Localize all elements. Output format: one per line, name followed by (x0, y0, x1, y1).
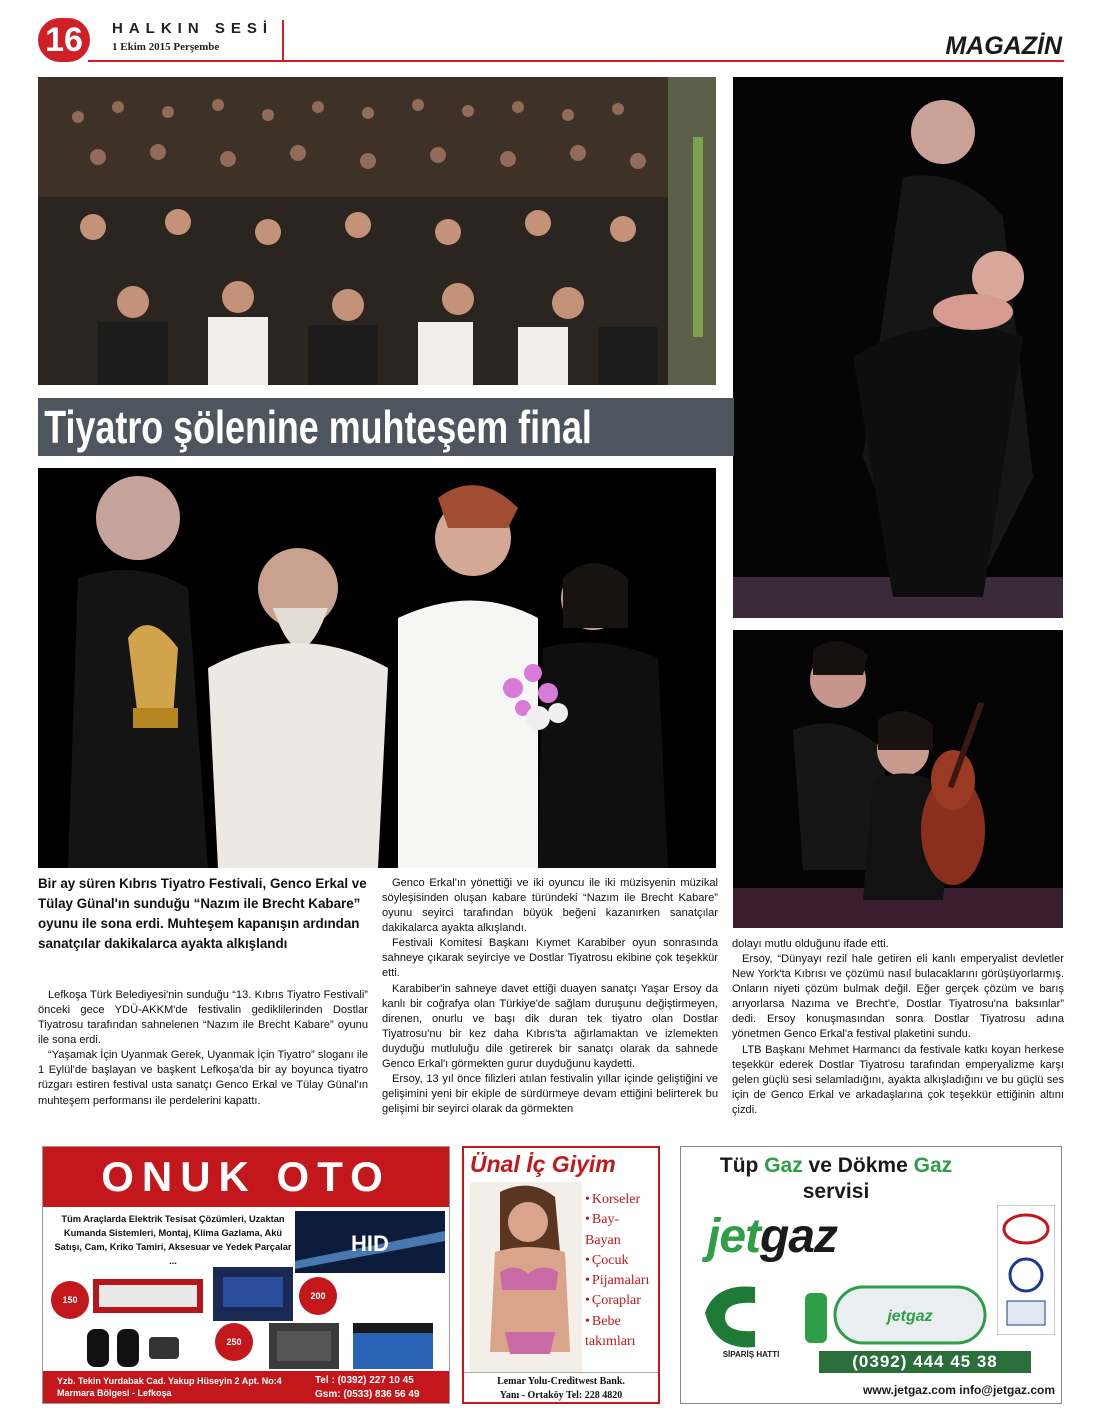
paragraph: Ersoy, 13 yıl önce filizleri atılan festivalin yıllar içinde geliştiğini ve gelişimini yeni bir ekiple de sürdürmeye devam ettiğini belirterek bu gelişimi bir seyirci olarak da görmekten (382, 1073, 718, 1116)
unal-ic-giyim-ad (462, 1146, 660, 1404)
gas-tank-illustration (695, 1273, 995, 1351)
jetgaz-ad (680, 1146, 1062, 1404)
hid-banner-image (295, 1211, 445, 1273)
article-column-1 (38, 988, 368, 1109)
jetgaz-logo-jet: jet (707, 1210, 761, 1263)
masthead (112, 20, 284, 60)
article-lead: Bir ay süren Kıbrıs Tiyatro Festivali, Genco Erkal ve Tülay Günal'ın sunduğu “Nazım ile Brecht Kabare” oyunu ile sona erdi. Muhteşem kapanışın ardından sanatçılar dakikalarca ayakta alkışlandı (38, 876, 367, 952)
list-item: • Çocuk (585, 1251, 657, 1271)
jetgaz-logo (707, 1209, 837, 1264)
onuk-oto-title: ONUK OTO (43, 1147, 449, 1207)
unal-phone: Yanı - Ortaköy Tel: 228 4820 (499, 1389, 623, 1401)
paragraph: “Yaşamak İçin Uyanmak Gerek, Uyanmak İçin Tiyatro” sloganı ile 1 Eylül'de başlayan ve başkent Lefkoşa'da bir ay boyunca tiyatro rüzgarı estiren festival usta sanatçı Genco Erkal ve Tülay Günal'ın muhteşem performansı ile perdelerini kapattı. (38, 1049, 368, 1107)
section-title: MAGAZİN (945, 32, 1062, 60)
paragraph: Ersoy, “Dünyayı rezil hale getiren eli kanlı emperyalist devletler New York'ta Kıbrısı ve çözümü nasıl bulacaklarını görüşüyorlarmış. Onların niyeti çözüm bulmak değil. Eğer gerçek çözüm ve barış arıyorlarsa Nazıma ve Brecht'e, Dostlar Tiyatrosu'na baksınlar” dedi. Ersoy konuşmasından sonra Dostlar Tiyatrosu adına yönetmen Genco Erkal'a festival plaketini sundu. (732, 953, 1064, 1041)
car-keys-icon (83, 1325, 183, 1371)
car-battery-icon (353, 1323, 433, 1369)
paragraph: Genco Erkal'ın yönettiği ve iki oyuncu ile iki müzisyenin müzikal söyleşisinden oluşan kabare türündeki “Nazım ile Brecht Kabare” oyunu seyirci tarafından büyük beğeni kazanırken sanatçılar dakikalarca ayakta alkışlandı. (382, 877, 718, 935)
xenon-kit-box-icon (93, 1279, 203, 1313)
article-column-2 (382, 876, 718, 1117)
onuk-oto-gsm: Gsm: (0533) 836 56 49 (315, 1388, 420, 1400)
model-photo (470, 1182, 582, 1372)
article-column-3 (732, 937, 1064, 1118)
list-item: • Bebe (585, 1312, 657, 1332)
paragraph: Karabiber'in sahneye davet ettiği duayen sanatçı Yaşar Ersoy da kanlı bir coğrafya olan Türkiye'de sağlam duruşunu değiştirmeyen, direnen, onurlu ve başı dik duran tek tiyatro olan Dostlar Tiyatrosu'nu bir kez daha Kıbrıs'ta ağırlamaktan ve izlemekten duyduğu mutluluğu dile getirerek bir sanatçı olarak da sahnede Genco Erkal'ı görmekten gurur duyduğunu kaydetti. (382, 982, 718, 1070)
onuk-oto-address: Yzb. Tekin Yurdabak Cad. Yakup Hüseyin 2 Apt. No:4 Marmara Bölgesi - Lefkoşa (57, 1376, 282, 1398)
list-item: Bayan (585, 1232, 621, 1248)
header-rule (88, 60, 1064, 62)
alarm-kit-icon (213, 1267, 293, 1321)
issue-date: 1 Ekim 2015 Perşembe (112, 41, 220, 53)
dancers-photo (733, 77, 1063, 618)
paragraph: LTB Başkanı Mehmet Harmancı da festivale katkı koyan herkese teşekkür ederek Dostlar Tiyatrosu tarafından emperyalizme karşı gelen güçlü sesi selamladığını, ayakta alkışladığını ve bu güçlü ses için de Genco Erkal ve arkadaşlarına çok teşekkür ettiğinin altını çizdi. (732, 1043, 1064, 1116)
svg-text:HID: HID (351, 1231, 389, 1256)
unal-ic-giyim-footer (464, 1372, 658, 1402)
unal-product-list (585, 1190, 657, 1352)
paragraph: dolayı mutlu olduğunu ifade etti. (732, 938, 889, 950)
award-ceremony-photo (38, 468, 716, 868)
jetgaz-title-gaz: Gaz (913, 1154, 953, 1177)
cello-performance-photo (733, 630, 1063, 928)
jetgaz-title-part: ve Dökme (802, 1154, 914, 1177)
onuk-oto-tel: Tel : (0392) 227 10 45 (315, 1375, 414, 1386)
jetgaz-title-part: Tüp (719, 1154, 765, 1177)
headline: Tiyatro şölenine muhteşem final (44, 401, 592, 453)
list-item: • Korseler (585, 1190, 657, 1210)
page-number: 16 (38, 18, 90, 62)
list-item: • Pijamaları (585, 1271, 657, 1291)
paragraph: Lefkoşa Türk Belediyesi'nin sunduğu “13. Kıbrıs Tiyatro Festivali” önceki gece YDÜ-AKKM'de festivalin gediklilerinden Dostlar Tiyatrosu tarafından sahnelenen “Nazım ile Brecht Kabare” oyunu ile sona erdi. (38, 989, 368, 1047)
list-item: takımları (585, 1334, 636, 1350)
siparis-hatti-label: SİPARİŞ HATTI (722, 1350, 780, 1359)
list-item: • Çoraplar (585, 1291, 657, 1311)
jetgaz-phone: (0392) 444 45 38 (819, 1351, 1031, 1373)
price-badge-250: 250 (215, 1323, 253, 1361)
price-badge-200: 200 (299, 1277, 337, 1315)
audience-photo (38, 77, 716, 385)
jetgaz-title-line2: servisi (802, 1180, 870, 1204)
seat-cover-icon (269, 1323, 339, 1369)
onuk-oto-ad (42, 1146, 450, 1404)
jetgaz-title-gaz: Gaz (764, 1154, 803, 1177)
price-badge-150: 150 (51, 1281, 89, 1319)
svg-text:jetgaz: jetgaz (887, 1308, 933, 1325)
onuk-oto-phones (315, 1374, 420, 1401)
jetgaz-web: www.jetgaz.com info@jetgaz.com (863, 1383, 1055, 1397)
tse-certificate-icon (997, 1205, 1055, 1335)
onuk-oto-footer (43, 1371, 449, 1403)
jetgaz-logo-gaz: gaz (760, 1210, 838, 1263)
unal-address: Lemar Yolu-Creditwest Bank. (497, 1376, 625, 1387)
paper-name: HALKIN SESİ (112, 20, 274, 37)
unal-ic-giyim-title: Ünal İç Giyim (470, 1151, 616, 1177)
jetgaz-title (681, 1153, 991, 1206)
paragraph: Festivali Komitesi Başkanı Kıymet Karabiber oyun sonrasında sahneye çıkarak seyirciye ve Dostlar Tiyatrosu ekibine çok teşekkür etti. (382, 937, 718, 980)
headline-bar (38, 398, 734, 456)
onuk-oto-services: Tüm Araçlarda Elektrik Tesisat Çözümleri, Uzaktan Kumanda Sistemleri, Montaj, Klima Gazlama, Akü Satışı, Cam, Kriko Tamiri, Aksesuar ve Yedek Parçalar ... (54, 1214, 292, 1266)
list-item: • Bay- (585, 1210, 657, 1230)
